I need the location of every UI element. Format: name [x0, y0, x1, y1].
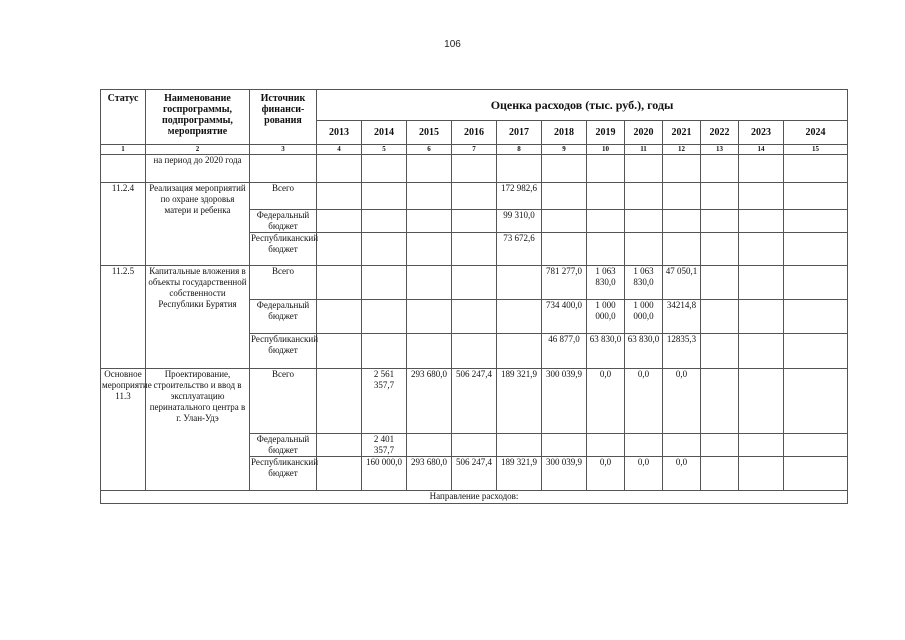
- header-year: 2014: [362, 121, 407, 145]
- row-value: 506 247,4: [452, 457, 497, 491]
- row-name: на период до 2020 года: [146, 155, 250, 183]
- row-value: 0,0: [587, 369, 625, 434]
- header-year: 2016: [452, 121, 497, 145]
- expenditure-table: [100, 89, 848, 504]
- row-name: Реализация мероприятий по охране здоровья матери и ребенка: [146, 183, 250, 266]
- header-year: 2023: [739, 121, 784, 145]
- row-value: 0,0: [663, 369, 701, 434]
- row-source: Федеральный бюджет: [250, 300, 317, 334]
- column-number: 9: [542, 145, 587, 155]
- column-number: 4: [317, 145, 362, 155]
- row-value: 172 982,6: [497, 183, 542, 210]
- row-source: Федеральный бюджет: [250, 434, 317, 457]
- table-row: [101, 491, 848, 504]
- header-name: Наименование госпрограммы, подпрограммы, мероприятие: [146, 90, 250, 145]
- header-year: 2021: [663, 121, 701, 145]
- header-year: 2013: [317, 121, 362, 145]
- column-number: 1: [101, 145, 146, 155]
- table-row: [101, 369, 848, 434]
- column-number: 13: [701, 145, 739, 155]
- row-name: Проектирование, строительство и ввод в эксплуатацию перинатального центра в г. Улан-Удэ: [146, 369, 250, 491]
- column-number: 8: [497, 145, 542, 155]
- row-value: 0,0: [663, 457, 701, 491]
- header-year: 2019: [587, 121, 625, 145]
- row-value: 73 672,6: [497, 233, 542, 266]
- table-row: [101, 155, 848, 183]
- row-value: 47 050,1: [663, 266, 701, 300]
- row-value: 293 680,0: [407, 457, 452, 491]
- header-year: 2020: [625, 121, 663, 145]
- table-row: [101, 266, 848, 300]
- row-value: 293 680,0: [407, 369, 452, 434]
- row-source: Республиканский бюджет: [250, 334, 317, 369]
- column-number: 12: [663, 145, 701, 155]
- header-year: 2024: [784, 121, 848, 145]
- row-value: 1 000 000,0: [625, 300, 663, 334]
- row-source: Всего: [250, 369, 317, 434]
- row-value: 300 039,9: [542, 457, 587, 491]
- row-value: 12835,3: [663, 334, 701, 369]
- row-name: Капитальные вложения в объекты государственной собственности Республики Бурятия: [146, 266, 250, 369]
- column-numbers-row: [101, 145, 848, 155]
- column-number: 15: [784, 145, 848, 155]
- row-status: Основное мероприятие 11.3: [101, 369, 146, 491]
- row-value: 46 877,0: [542, 334, 587, 369]
- header-status: Статус: [101, 90, 146, 145]
- row-value: 63 830,0: [625, 334, 663, 369]
- row-source: Всего: [250, 183, 317, 210]
- row-value: 506 247,4: [452, 369, 497, 434]
- row-source: Федеральный бюджет: [250, 210, 317, 233]
- column-number: 3: [250, 145, 317, 155]
- column-number: 7: [452, 145, 497, 155]
- row-source: Республиканский бюджет: [250, 457, 317, 491]
- header-year: 2017: [497, 121, 542, 145]
- header-year: 2022: [701, 121, 739, 145]
- row-value: 63 830,0: [587, 334, 625, 369]
- row-value: 160 000,0: [362, 457, 407, 491]
- header-year: 2018: [542, 121, 587, 145]
- row-value: 2 561 357,7: [362, 369, 407, 434]
- expenditure-direction-label: Направление расходов:: [101, 491, 848, 504]
- table-row: [101, 183, 848, 210]
- row-value: 300 039,9: [542, 369, 587, 434]
- row-value: 1 000 000,0: [587, 300, 625, 334]
- page-number: 106: [444, 39, 461, 50]
- header-year: 2015: [407, 121, 452, 145]
- column-number: 10: [587, 145, 625, 155]
- row-value: 781 277,0: [542, 266, 587, 300]
- row-value: 2 401 357,7: [362, 434, 407, 457]
- row-value: 0,0: [625, 457, 663, 491]
- column-number: 2: [146, 145, 250, 155]
- header-source: Источник финанси-рования: [250, 90, 317, 145]
- row-value: 189 321,9: [497, 457, 542, 491]
- row-value: 189 321,9: [497, 369, 542, 434]
- row-value: 734 400,0: [542, 300, 587, 334]
- column-number: 14: [739, 145, 784, 155]
- row-status: 11.2.4: [101, 183, 146, 266]
- row-source: Республиканский бюджет: [250, 233, 317, 266]
- header-row: [101, 90, 848, 121]
- column-number: 6: [407, 145, 452, 155]
- row-value: 0,0: [587, 457, 625, 491]
- header-estimate: Оценка расходов (тыс. руб.), годы: [317, 90, 848, 121]
- row-value: 34214,8: [663, 300, 701, 334]
- column-number: 11: [625, 145, 663, 155]
- row-value: 1 063 830,0: [587, 266, 625, 300]
- row-value: 99 310,0: [497, 210, 542, 233]
- row-source: Всего: [250, 266, 317, 300]
- row-value: 0,0: [625, 369, 663, 434]
- row-status: 11.2.5: [101, 266, 146, 369]
- column-number: 5: [362, 145, 407, 155]
- row-value: 1 063 830,0: [625, 266, 663, 300]
